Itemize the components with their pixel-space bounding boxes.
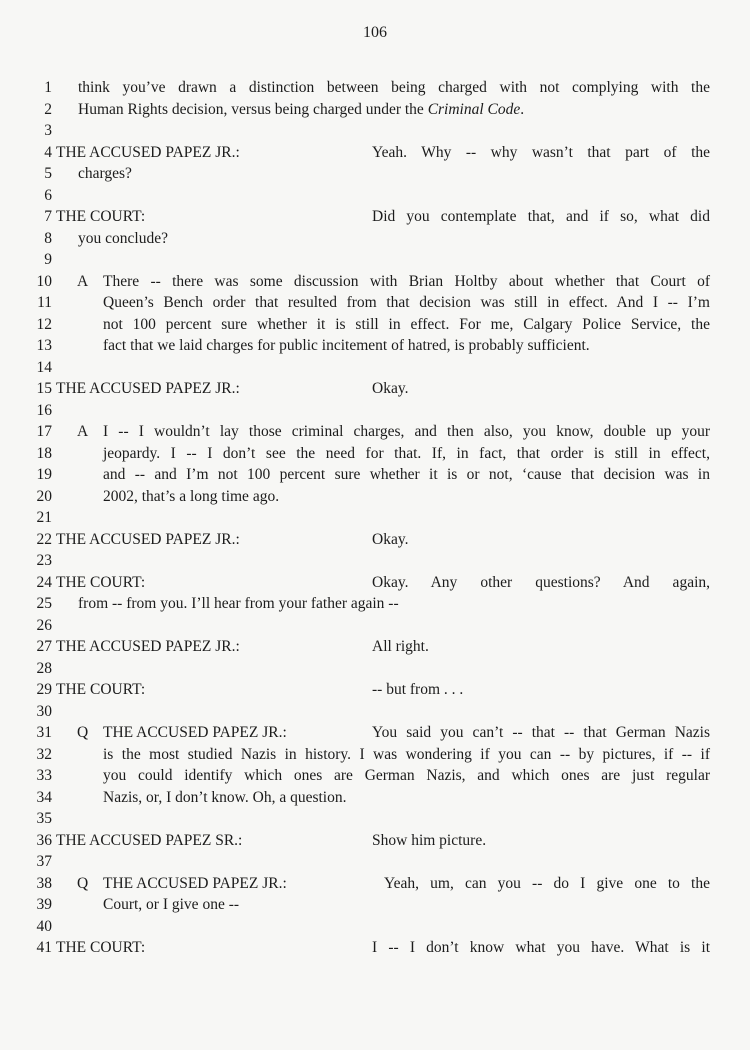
transcript-line	[0, 636, 750, 658]
line-number: 27	[36, 638, 52, 655]
question-marker: Q	[77, 724, 89, 741]
line-number: 25	[36, 595, 52, 612]
line-number: 12	[36, 315, 52, 333]
line-number: 31	[36, 724, 52, 741]
transcript-line	[0, 314, 750, 336]
speech-text: Okay.	[372, 380, 409, 397]
speaker-label: THE COURT:	[56, 681, 146, 698]
transcript-line	[0, 658, 750, 680]
line-number: 26	[36, 616, 52, 634]
speech-text: Yeah. Why -- why wasn’t that part of the	[372, 143, 710, 161]
line-number: 2	[44, 100, 52, 118]
line-number: 20	[36, 487, 52, 505]
line-number: 34	[36, 788, 52, 806]
transcript-line	[0, 937, 750, 959]
speech-text: Okay. Any other questions? And again,	[372, 573, 710, 591]
line-number: 21	[36, 509, 52, 526]
transcript-line	[0, 464, 750, 486]
transcript-line	[0, 894, 750, 916]
line-text: you could identify which ones are German Nazis, and which ones are just regular	[103, 767, 710, 784]
transcript-line	[0, 292, 750, 314]
speaker-label: THE COURT:	[56, 573, 146, 591]
transcript-line	[0, 916, 750, 938]
question-marker: Q	[77, 874, 89, 892]
line-number: 29	[36, 681, 52, 698]
transcript-line	[0, 744, 750, 766]
line-text: fact that we laid charges for public incitement of hatred, is probably sufficient.	[103, 337, 590, 354]
speech-text: Show him picture.	[372, 831, 487, 849]
transcript-line	[0, 808, 750, 830]
line-number: 3	[44, 122, 52, 139]
transcript-line	[0, 550, 750, 572]
speech-text: You said you can’t -- that -- that German Nazis	[372, 724, 710, 741]
transcript-line	[0, 142, 750, 164]
transcript-line	[0, 486, 750, 508]
line-number: 16	[36, 401, 52, 419]
line-number: 38	[36, 874, 52, 892]
line-number: 37	[36, 853, 52, 870]
transcript-line	[0, 701, 750, 723]
line-text: I -- I wouldn’t lay those criminal charges, and then also, you know, double up your	[103, 423, 710, 440]
speaker-label: THE COURT:	[56, 939, 146, 956]
line-number: 15	[36, 380, 52, 397]
line-text: jeopardy. I -- I don’t see the need for that. If, in fact, that order is still in effect,	[103, 444, 710, 462]
line-number: 33	[36, 767, 52, 784]
transcript-line	[0, 722, 750, 744]
transcript-line	[0, 615, 750, 637]
line-number: 19	[36, 466, 52, 483]
speech-text: Did you contemplate that, and if so, what did	[372, 208, 710, 225]
transcript-line	[0, 572, 750, 594]
line-text: you conclude?	[78, 229, 168, 247]
speaker-label: THE ACCUSED PAPEZ JR.:	[103, 874, 287, 892]
line-text: think you’ve drawn a distinction between being charged with not complying with the	[78, 79, 710, 96]
transcript-line	[0, 593, 750, 615]
transcript-line	[0, 249, 750, 271]
line-number: 8	[44, 229, 52, 247]
line-text: is the most studied Nazis in history. I was wondering if you can -- by pictures, if -- if	[103, 745, 710, 763]
speech-text: Okay.	[372, 530, 409, 548]
statute-title: Criminal Code	[427, 100, 521, 118]
line-text: 2002, that’s a long time ago.	[103, 487, 280, 505]
line-number: 28	[36, 659, 52, 677]
answer-marker: A	[77, 272, 89, 290]
transcript-line	[0, 400, 750, 422]
line-number: 23	[36, 552, 52, 569]
speaker-label: THE ACCUSED PAPEZ JR.:	[56, 380, 240, 397]
transcript-line	[0, 77, 750, 99]
line-number: 7	[44, 208, 52, 225]
line-number: 30	[36, 702, 52, 720]
transcript-line	[0, 787, 750, 809]
line-text: There -- there was some discussion with Brian Holtby about whether that Court of	[103, 272, 710, 290]
line-text: from -- from you. I’ll hear from your father again --	[78, 595, 399, 612]
speaker-label: THE ACCUSED PAPEZ JR.:	[56, 143, 240, 161]
transcript-line	[0, 679, 750, 701]
line-number: 24	[36, 573, 52, 591]
line-text: not 100 percent sure whether it is still in effect. For me, Calgary Police Service, the	[103, 315, 710, 333]
line-number: 14	[36, 358, 52, 376]
line-number: 9	[44, 251, 52, 268]
line-number: 39	[36, 896, 52, 913]
transcript-line	[0, 851, 750, 873]
line-number: 41	[36, 939, 52, 956]
speaker-label: THE ACCUSED PAPEZ JR.:	[103, 724, 287, 741]
line-text: and -- and I’m not 100 percent sure whether it is or not, ‘cause that decision was in	[103, 466, 710, 483]
transcript-line	[0, 185, 750, 207]
transcript-line	[0, 765, 750, 787]
transcript-line	[0, 507, 750, 529]
answer-marker: A	[77, 423, 89, 440]
speech-text: Yeah, um, can you -- do I give one to the	[384, 874, 710, 892]
transcript-line	[0, 206, 750, 228]
transcript-line	[0, 271, 750, 293]
line-number: 1	[44, 79, 52, 96]
line-text: charges?	[78, 165, 132, 182]
transcript-line	[0, 228, 750, 250]
line-text: Nazis, or, I don’t know. Oh, a question.	[103, 788, 347, 806]
line-number: 32	[36, 745, 52, 763]
line-number: 35	[36, 810, 52, 827]
line-number: 17	[36, 423, 52, 440]
line-number: 18	[36, 444, 52, 462]
line-text: Court, or I give one --	[103, 896, 240, 913]
line-number: 10	[36, 272, 52, 290]
line-number: 11	[37, 294, 52, 311]
line-text: Queen’s Bench order that resulted from that decision was still in effect. And I -- I’m	[103, 294, 710, 311]
transcript-line	[0, 443, 750, 465]
page-number: 106	[363, 24, 387, 41]
line-text: Human Rights decision, versus being charged under the Criminal Code.	[78, 100, 525, 118]
transcript-line	[0, 120, 750, 142]
speaker-label: THE COURT:	[56, 208, 146, 225]
transcript-line	[0, 335, 750, 357]
line-number: 13	[36, 337, 52, 354]
line-number: 40	[36, 917, 52, 935]
line-number: 36	[36, 831, 52, 849]
transcript-line	[0, 99, 750, 121]
speech-text: All right.	[372, 638, 429, 655]
speech-text: -- but from . . .	[372, 681, 464, 698]
speaker-label: THE ACCUSED PAPEZ JR.:	[56, 530, 240, 548]
transcript-line	[0, 357, 750, 379]
speech-text: I -- I don’t know what you have. What is it	[372, 939, 710, 956]
line-number: 22	[36, 530, 52, 548]
speaker-label: THE ACCUSED PAPEZ JR.:	[56, 638, 240, 655]
transcript-line	[0, 529, 750, 551]
line-number: 5	[44, 165, 52, 182]
line-number: 4	[44, 143, 52, 161]
transcript-line	[0, 873, 750, 895]
line-number: 6	[44, 186, 52, 204]
transcript-line	[0, 378, 750, 400]
transcript-line	[0, 830, 750, 852]
transcript-line	[0, 421, 750, 443]
speaker-label: THE ACCUSED PAPEZ SR.:	[56, 831, 243, 849]
transcript-line	[0, 163, 750, 185]
